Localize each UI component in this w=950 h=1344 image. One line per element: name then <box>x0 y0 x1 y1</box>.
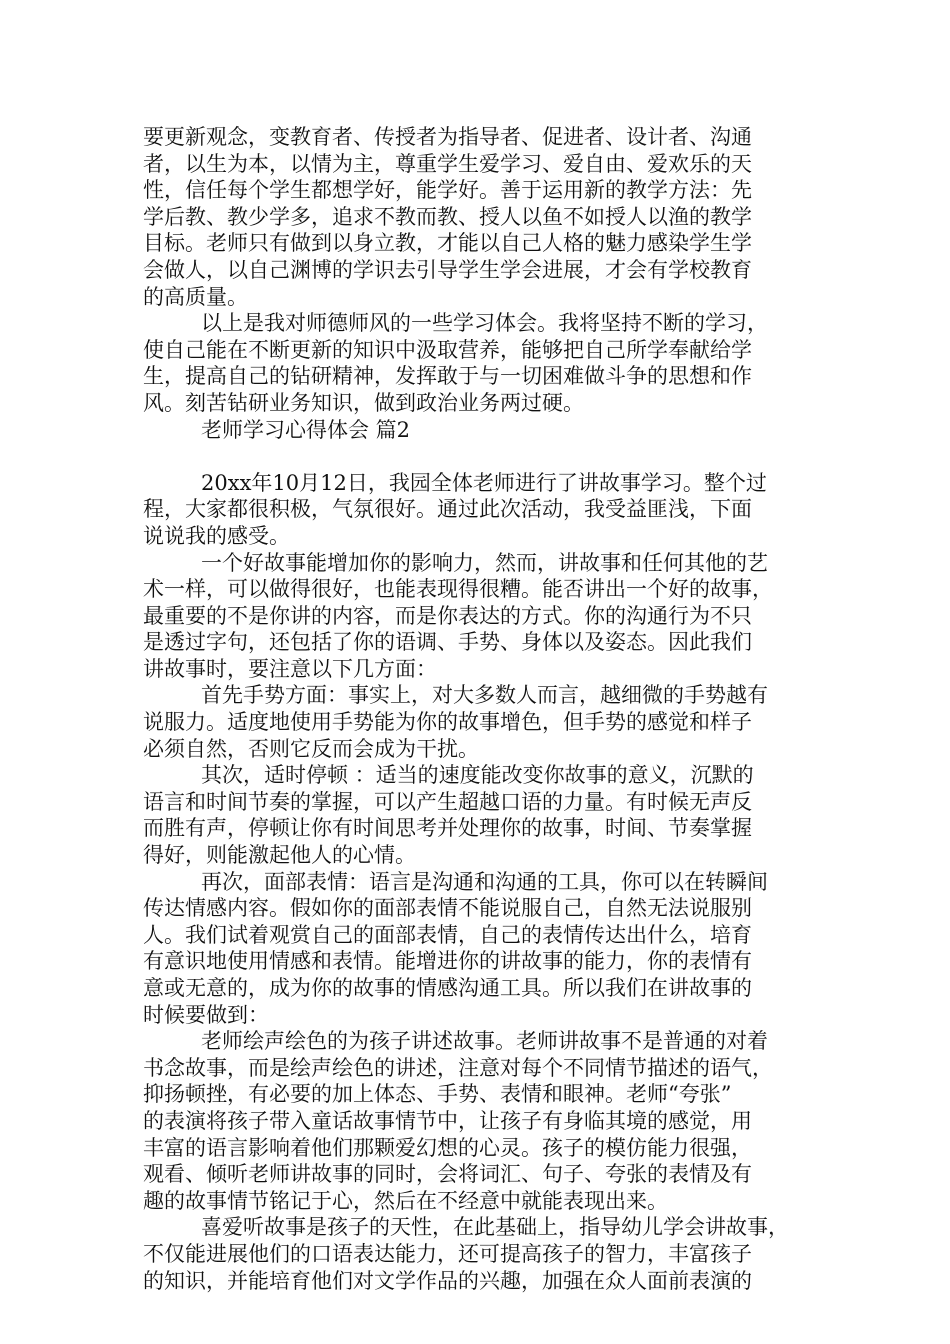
text-line: 学后教、教少学多，追求不教而教、授人以鱼不如授人以渔的教学 <box>143 204 752 229</box>
text-line: 生，提高自己的钻研精神，发挥敢于与一切困难做斗争的思想和作 <box>143 364 752 389</box>
text-line: 传达情感内容。假如你的面部表情不能说服自己，自然无法说服别 <box>143 896 752 921</box>
text-line: 得好，则能激起他人的心情。 <box>143 843 416 868</box>
text-line: 术一样，可以做得很好，也能表现得很糟。能否讲出一个好的故事， <box>143 577 773 602</box>
text-line: 观看、倾听老师讲故事的同时，会将词汇、句子、夸张的表情及有 <box>143 1162 752 1187</box>
section-title: 老师学习心得体会 篇2 <box>201 417 411 442</box>
text-line: 老师绘声绘色的为孩子讲述故事。老师讲故事不是普通的对着 <box>201 1029 768 1054</box>
paragraph <box>143 1028 815 1214</box>
text-line: 首先手势方面：事实上，对大多数人而言，越细微的手势越有 <box>201 683 768 708</box>
text-line: 再次，面部表情：语言是沟通和沟通的工具，你可以在转瞬间 <box>201 869 768 894</box>
document-page <box>143 124 815 1294</box>
text-line: 丰富的语言影响着他们那颗爱幻想的心灵。孩子的模仿能力很强， <box>143 1135 752 1160</box>
text-line: 要更新观念，变教育者、传授者为指导者、促进者、设计者、沟通 <box>143 125 752 149</box>
text-line: 的知识，并能培育他们对文学作品的兴趣，加强在众人面前表演的 <box>143 1268 752 1293</box>
text-line: 风。刻苦钻研业务知识，做到政治业务两过硬。 <box>143 390 584 415</box>
text-line: 意或无意的，成为你的故事的情感沟通工具。所以我们在讲故事的 <box>143 976 752 1000</box>
text-line: 人。我们试着观赏自己的面部表情，自己的表情传达出什么，培育 <box>143 922 752 947</box>
text-line: 性，信任每个学生都想学好，能学好。善于运用新的教学方法：先 <box>143 178 752 203</box>
text-line: 是透过字句，还包括了你的语调、手势、身体以及姿态。因此我们 <box>143 630 752 655</box>
text-line: 语言和时间节奏的掌握，可以产生超越口语的力量。有时候无声反 <box>143 789 752 814</box>
paragraph <box>143 762 815 868</box>
paragraph <box>143 682 815 762</box>
text-line: 有意识地使用情感和表情。能增进你的讲故事的能力，你的表情有 <box>143 949 752 974</box>
text-line: 而胜有声，停顿让你有时间思考并处理你的故事，时间、节奏掌握 <box>143 816 752 841</box>
paragraph <box>143 550 815 683</box>
text-line: 程，大家都很积极，气氛很好。通过此次活动，我受益匪浅，下面 <box>143 497 752 522</box>
text-line: 讲故事时，要注意以下几方面： <box>143 656 437 681</box>
text-line: 说说我的感受。 <box>143 523 290 548</box>
text-line: 会做人，以自己渊博的学识去引导学生学会进展，才会有学校教育 <box>143 257 752 282</box>
text-line: 最重要的不是你讲的内容，而是你表达的方式。你的沟通行为不只 <box>143 603 752 628</box>
text-line: 喜爱听故事是孩子的天性，在此基础上，指导幼儿学会讲故事， <box>201 1215 789 1240</box>
text-line: 趣的故事情节铭记于心，然后在不经意中就能表现出来。 <box>143 1188 668 1213</box>
text-line: 不仅能进展他们的口语表达能力，还可提高孩子的智力，丰富孩子 <box>143 1241 752 1266</box>
text-line: 说服力。适度地使用手势能为你的故事增色，但手势的感觉和样子 <box>143 710 752 735</box>
text-line: 其次，适时停顿 ：适当的速度能改变你故事的意义，沉默的 <box>201 763 754 788</box>
text-line: 抑扬顿挫，有必要的加上体态、手势、表情和眼神。老师“夸张” <box>143 1082 732 1107</box>
text-line: 目标。老师只有做到以身立教，才能以自己人格的魅力感染学生学 <box>143 231 752 256</box>
text-line: 以上是我对师德师风的一些学习体会。我将坚持不断的学习， <box>201 311 768 336</box>
text-line: 的高质量。 <box>143 284 248 309</box>
text-line: 者，以生为本，以情为主，尊重学生爱学习、爱自由、爱欢乐的天 <box>143 151 752 176</box>
text-line: 使自己能在不断更新的知识中汲取营养，能够把自己所学奉献给学 <box>143 337 752 362</box>
text-line: 一个好故事能增加你的影响力，然而，讲故事和任何其他的艺 <box>201 550 768 575</box>
text-line: 20xx年10月12日，我园全体老师进行了讲故事学习。整个过 <box>201 470 767 495</box>
text-line: 书念故事，而是绘声绘色的讲述，注意对每个不同情节描述的语气， <box>143 1055 773 1080</box>
paragraph <box>143 310 815 416</box>
paragraph <box>143 470 815 550</box>
paragraph <box>143 869 815 1029</box>
text-line: 必须自然，否则它反而会成为干扰。 <box>143 736 479 761</box>
paragraph <box>143 1214 815 1294</box>
section-heading <box>143 417 815 444</box>
paragraph <box>143 124 815 310</box>
text-line: 的表演将孩子带入童话故事情节中，让孩子有身临其境的感觉，用 <box>143 1108 752 1133</box>
blank-line <box>143 443 815 470</box>
text-line: 时候要做到： <box>143 1002 269 1027</box>
